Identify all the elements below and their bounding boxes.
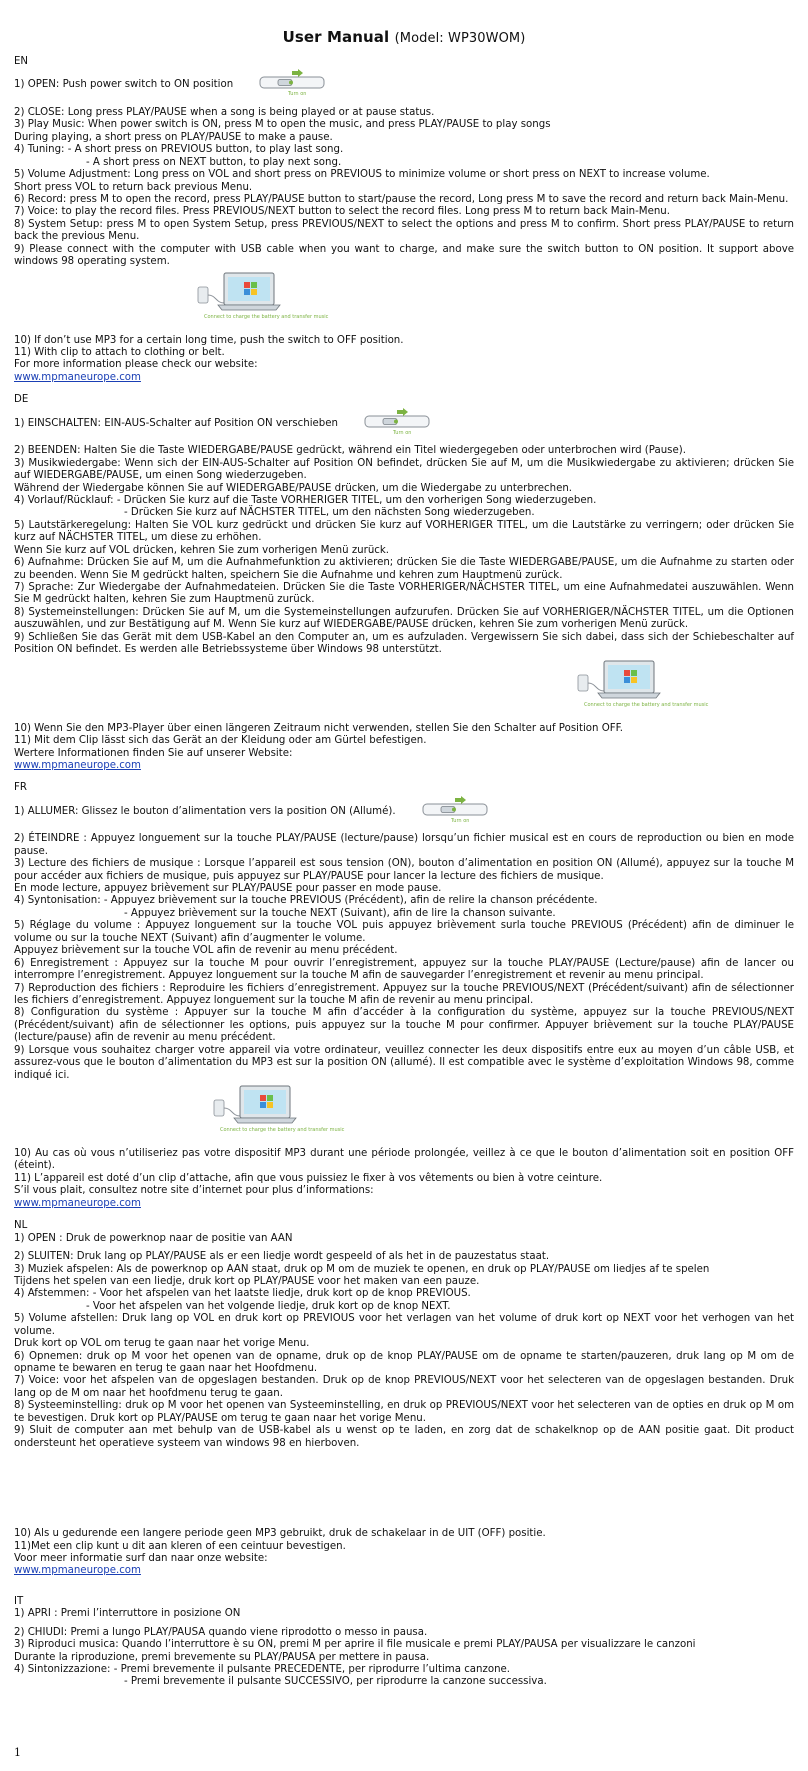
- step-4b-text: - Voor het afspelen van het volgende liedje, druk kort op de knop NEXT.: [86, 1300, 451, 1312]
- step-8-text: 8) Configuration du système : Appuyer sur la touche M afin d’accéder à la configuration du système, appuyez sur la touche PREVIOUS/NEXT (Précédent/suivant) afin de sélectionner les options, puis appuyez sur la touche M pour confirmer. Appuyer brièvement sur la touche PLAY/PAUSE (lecture/pause) afin de revenir au menu précédent.: [14, 1007, 794, 1044]
- step-3b-text: En mode lecture, appuyez brièvement sur PLAY/PAUSE pour passer en mode pause.: [14, 883, 442, 894]
- step-6-text: 6) Aufnahme: Drücken Sie auf M, um die Aufnahmefunktion zu aktivieren; drücken Sie die Taste WIEDERGABE/PAUSE, um die Aufnahme zu starten oder zu beenden. Wenn Sie M gedrückt halten, speichern Sie die Aufnahme und kehren zum Hauptmenü zurück.: [14, 557, 794, 581]
- svg-text:Turn on: Turn on: [393, 429, 412, 436]
- step-10-text: 10) If don’t use MP3 for a certain long time, push the switch to OFF position.: [14, 334, 404, 346]
- step-3-text: 3) Riproduci musica: Quando l’interruttore è su ON, premi M per aprire il file musicale e premi PLAY/PAUSA per visualizzare le canzoni: [14, 1639, 696, 1651]
- step-11-text: 11) With clip to attach to clothing or belt.: [14, 347, 225, 358]
- svg-text:Connect to charge the battery: Connect to charge the battery and transfer music: [584, 701, 709, 708]
- step-10-text: 10) Als u gedurende een langere periode geen MP3 gebruikt, druk de schakelaar in de UIT (OFF) positie.: [14, 1528, 546, 1540]
- website-link[interactable]: www.mpmaneurope.com: [14, 759, 141, 771]
- step-4-text: 4) Syntonisation: - Appuyez brièvement sur la touche PREVIOUS (Précédent), afin de relire la chanson précédente.: [14, 895, 598, 907]
- step-6-text: 6) Opnemen: druk op M voor het openen van de opname, druk op de knop PLAY/PAUSE om de opname te starten/pauzeren, druk lang op M om de opname te bewaren en terug te gaan naar het Hoofdmenu.: [14, 1350, 794, 1374]
- section-nl: [14, 1220, 794, 1578]
- lang-code: NL: [14, 1220, 28, 1232]
- step-5-text: 5) Réglage du volume : Appuyez longuement sur la touche VOL puis appuyez brièvement surla touche PREVIOUS (Précédent) afin de diminuer le volume ou sur la touche NEXT (Suivant) afin d’augmenter le volume.: [14, 920, 794, 944]
- step-6-text: 6) Enregistrement : Appuyez sur la touche M pour ouvrir l’enregistrement, appuyez sur la touche PLAY/PAUSE (Lecture/pause) afin de lancer ou interrompre l’enregistrement. Appuyez longuement sur la touche M afin de sauvegarder l’enregistrement et revenir au menu principal.: [14, 957, 794, 982]
- lang-code: IT: [14, 1595, 24, 1607]
- svg-text:Connect to charge the battery: Connect to charge the battery and transfer music: [204, 313, 329, 320]
- step-7-text: 7) Reproduction des fichiers : Reproduire les fichiers d’enregistrement. Appuyez sur la touche PREVIOUS/NEXT (Précédent/suivant) afin de sélectionner les fichiers d’enregistrement. Appuyez longuement sur la touche M afin de revenir au menu principal.: [14, 982, 794, 1006]
- step-1-line: [14, 407, 794, 439]
- power-switch-figure: [363, 407, 433, 439]
- step-4-text: 4) Afstemmen: - Voor het afspelen van het laatste liedje, druk kort op de knop PREVIOUS.: [14, 1288, 471, 1300]
- svg-text:Connect to charge the battery: Connect to charge the battery and transfer music: [220, 1127, 345, 1133]
- power-switch-icon: [363, 407, 433, 435]
- power-switch-figure: [421, 795, 491, 827]
- step-6-text: 6) Record: press M to open the record, press PLAY/PAUSE button to start/pause the record, Long press M to save the record and return back Main-Menu.: [14, 193, 789, 205]
- step-2-text: 2) SLUITEN: Druk lang op PLAY/PAUSE als er een liedje wordt gespeeld of als het in de pauzestatus staat.: [14, 1251, 550, 1263]
- laptop-usb-icon: [574, 657, 709, 715]
- step-3-text: 3) Play Music: When power switch is ON, press M to open the music, and press PLAY/PAUSE to play songs: [14, 119, 551, 131]
- page-number: 1: [14, 1745, 21, 1759]
- step-3-text: 3) Musikwiedergabe: Wenn sich der EIN-AUS-Schalter auf Position ON befindet, drücken Sie auf M, um die Musikwiedergabe zu aktivieren; drücken Sie auf WIEDERGABE/PAUSE, um einen Song wiederzugeben.: [14, 457, 794, 482]
- section-en: [14, 56, 794, 384]
- step-5-text: 5) Volume Adjustment: Long press on VOL and short press on PREVIOUS to minimize volume or short press on NEXT to increase volume.: [14, 169, 710, 181]
- step-1-text: 1) EINSCHALTEN: EIN-AUS-Schalter auf Position ON verschieben: [14, 417, 339, 429]
- model-text: (Model: WP30WOM): [394, 31, 526, 46]
- step-4-text: 4) Tuning: - A short press on PREVIOUS button, to play last song.: [14, 144, 344, 156]
- step-3b-text: Durante la riproduzione, premi brevemente su PLAY/PAUSA per mettere in pausa.: [14, 1651, 430, 1663]
- step-7-text: 7) Sprache: Zur Wiedergabe der Aufnahmedateien. Drücken Sie die Taste VORHERIGER/NÄCHSTER TITEL, um eine Aufnahmedatei auszuwählen. Wenn Sie M gedrückt halten, kehren Sie zum Hauptmenü zurück.: [14, 582, 794, 606]
- step-9-text: 9) Schließen Sie das Gerät mit dem USB-Kabel an den Computer an, um es aufzuladen. Vergewissern Sie sich dabei, dass sich der Schiebeschalter auf Position ON befindet. Es werden alle Betriebssysteme über Windows 98 unterstützt.: [14, 631, 794, 656]
- page-title: [0, 28, 808, 47]
- svg-text:Turn on: Turn on: [288, 91, 307, 98]
- lang-code: FR: [14, 782, 27, 794]
- step-5b-text: Short press VOL to return back previous Menu.: [14, 181, 253, 193]
- step-10-text: 10) Au cas où vous n’utiliseriez pas votre dispositif MP3 durant une période prolongée, veillez à ce que le bouton d’alimentation soit en position OFF (éteint).: [14, 1148, 794, 1172]
- step-5b-text: Appuyez brièvement sur la touche VOL afin de revenir au menu précédent.: [14, 945, 398, 957]
- step-5-text: 5) Volume afstellen: Druk lang op VOL en druk kort op PREVIOUS voor het verlagen van het volume of druk kort op NEXT voor het verhogen van het volume.: [14, 1313, 794, 1337]
- step-8-text: 8) Systeeminstelling: druk op M voor het openen van Systeeminstelling, en druk op PREVIOUS/NEXT voor het selecteren van de opties en druk op M om te bevestigen. Druk kort op PLAY/PAUSE om terug te gaan naar het vorige Menu.: [14, 1400, 794, 1424]
- step-9-text: 9) Please connect with the computer with USB cable when you want to charge, and make sure the switch button to ON position. It support above windows 98 operating system.: [14, 243, 794, 268]
- step-8-text: 8) System Setup: press M to open System Setup, press PREVIOUS/NEXT to select the options and press M to confirm. Short press PLAY/PAUSE to return back the previous Menu.: [14, 218, 794, 243]
- step-9-text: 9) Lorsque vous souhaitez charger votre appareil via votre ordinateur, veuillez connecter les deux dispositifs entre eux au moyen d’un câble USB, et assurez-vous que le bouton d’alimentation du MP3 est sur la position ON (allumé). Il est compatible avec le système d’exploitation Windows 98, comme indiqué ici.: [14, 1044, 794, 1081]
- step-4-text: 4) Vorlauf/Rücklauf: - Drücken Sie kurz auf die Taste VORHERIGER TITEL, um den vorherigen Song wiederzugeben.: [14, 494, 597, 506]
- svg-text:Turn on: Turn on: [450, 817, 470, 824]
- step-1-line: [14, 68, 794, 100]
- more-info-text: S’il vous plait, consultez notre site d’internet pour plus d’informations:: [14, 1185, 374, 1197]
- more-info-text: For more information please check our website:: [14, 359, 258, 371]
- more-info-text: Voor meer informatie surf dan naar onze website:: [14, 1552, 268, 1564]
- usb-charge-figure: [574, 657, 794, 717]
- laptop-usb-icon: [194, 269, 329, 327]
- step-4b-text: - Appuyez brièvement sur la touche NEXT (Suivant), afin de lire la chanson suivante.: [124, 907, 556, 919]
- power-switch-figure: [258, 68, 328, 100]
- step-11-text: 11)Met een clip kunt u dit aan kleren of een ceintuur bevestigen.: [14, 1540, 346, 1552]
- step-3-text: 3) Muziek afspelen: Als de powerknop op AAN staat, druk op M om de muziek te openen, en druk op PLAY/PAUSE om liedjes af te spelen: [14, 1263, 710, 1275]
- usb-charge-figure: [194, 269, 794, 329]
- step-1-text: 1) OPEN: Push power switch to ON position: [14, 79, 234, 91]
- usb-charge-figure: [210, 1082, 794, 1142]
- step-11-text: 11) L’appareil est doté d’un clip d’attache, afin que vous puissiez le fixer à vos vêtements ou bien à votre ceinture.: [14, 1172, 603, 1184]
- step-7-text: 7) Voice: to play the record files. Press PREVIOUS/NEXT button to select the record files. Long press M to return back Main-Menu.: [14, 206, 670, 218]
- step-3-text: 3) Lecture des fichiers de musique : Lorsque l’appareil est sous tension (ON), bouton d’alimentation en position ON (Allumé), appuyez sur la touche M pour accéder aux fichiers de musique, puis appuyez sur PLAY/PAUSE pour lancer la lecture des fichiers de musique.: [14, 858, 794, 882]
- website-link[interactable]: www.mpmaneurope.com: [14, 1197, 141, 1209]
- step-4b-text: - Premi brevemente il pulsante SUCCESSIVO, per riprodurre la canzone successiva.: [124, 1676, 547, 1688]
- blank-space: [14, 1450, 794, 1528]
- step-2-text: 2) ÉTEINDRE : Appuyez longuement sur la touche PLAY/PAUSE (lecture/pause) lorsqu’un fichier musical est en cours de reproduction ou bien en mode pause.: [14, 833, 794, 857]
- step-5b-text: Wenn Sie kurz auf VOL drücken, kehren Sie zum vorherigen Menü zurück.: [14, 544, 390, 556]
- step-2-text: 2) BEENDEN: Halten Sie die Taste WIEDERGABE/PAUSE gedrückt, während ein Titel wiedergegeben oder unterbrochen wird (Pause).: [14, 445, 686, 457]
- lang-code: DE: [14, 394, 29, 406]
- step-4b-text: - Drücken Sie kurz auf NÄCHSTER TITEL, um den nächsten Song wiederzugeben.: [124, 507, 535, 519]
- website-link[interactable]: www.mpmaneurope.com: [14, 371, 141, 383]
- manual-content: [14, 56, 794, 1689]
- step-1-text: 1) APRI : Premi l’interruttore in posizione ON: [14, 1608, 241, 1620]
- more-info-text: Wertere Informationen finden Sie auf unserer Website:: [14, 747, 293, 759]
- step-4-text: 4) Sintonizzazione: - Premi brevemente il pulsante PRECEDENTE, per riprodurre l’ultima canzone.: [14, 1664, 511, 1675]
- step-2-text: 2) CHIUDI: Premi a lungo PLAY/PAUSA quando viene riprodotto o messo in pausa.: [14, 1626, 428, 1638]
- step-3b-text: During playing, a short press on PLAY/PAUSE to make a pause.: [14, 131, 333, 143]
- step-3b-text: Tijdens het spelen van een liedje, druk kort op PLAY/PAUSE voor het maken van een pauze.: [14, 1275, 480, 1287]
- lang-code: EN: [14, 56, 29, 67]
- step-2-text: 2) CLOSE: Long press PLAY/PAUSE when a song is being played or at pause status.: [14, 106, 435, 118]
- step-5b-text: Druk kort op VOL om terug te gaan naar het vorige Menu.: [14, 1338, 310, 1350]
- section-de: [14, 394, 794, 772]
- step-7-text: 7) Voice: voor het afspelen van de opgeslagen bestanden. Druk op de knop PREVIOUS/NEXT voor het selecteren van de opgeslagen bestanden. Druk lang op de M om naar het hoofdmenu terug te gaan.: [14, 1375, 794, 1399]
- step-11-text: 11) Mit dem Clip lässt sich das Gerät an der Kleidung oder am Gürtel befestigen.: [14, 735, 427, 747]
- step-9-text: 9) Sluit de computer aan met behulp van de USB-kabel als u wenst op te laden, en zorg dat de schakelknop op de AAN positie gaat. Dit product ondersteunt het operatieve systeem van windows 98 en hierboven.: [14, 1425, 794, 1449]
- power-switch-icon: [258, 68, 328, 96]
- title-text: User Manual: [282, 28, 390, 46]
- section-fr: [14, 782, 794, 1210]
- step-3b-text: Während der Wiedergabe können Sie auf WIEDERGABE/PAUSE drücken, um die Wiedergabe zu unterbrechen.: [14, 482, 573, 494]
- step-10-text: 10) Wenn Sie den MP3-Player über einen längeren Zeitraum nicht verwenden, stellen Sie den Schalter auf Position OFF.: [14, 722, 624, 734]
- laptop-usb-icon: [210, 1082, 345, 1140]
- step-1-line: [14, 795, 794, 827]
- step-1-text: 1) ALLUMER: Glissez le bouton d’alimentation vers la position ON (Allumé).: [14, 806, 396, 818]
- step-5-text: 5) Lautstärkeregelung: Halten Sie VOL kurz gedrückt und drücken Sie kurz auf VORHERIGER TITEL, um die Lautstärke zu verringern; oder drücken Sie kurz auf NÄCHSTER TITEL, um diese zu erhöhen.: [14, 519, 794, 544]
- step-4b-text: - A short press on NEXT button, to play next song.: [86, 156, 342, 168]
- step-1-text: 1) OPEN : Druk de powerknop naar de positie van AAN: [14, 1232, 293, 1244]
- step-8-text: 8) Systemeinstellungen: Drücken Sie auf M, um die Systemeinstellungen aufzurufen. Drücken Sie auf VORHERIGER/NÄCHSTER TITEL, um die Optionen auszuwählen, und zur Bestätigung auf M. Wenn Sie kurz auf WIEDERGABE/PAUSE drücken, kehren Sie zum vorherigen Menü zurück.: [14, 606, 794, 631]
- power-switch-icon: [421, 795, 491, 823]
- website-link[interactable]: www.mpmaneurope.com: [14, 1565, 141, 1577]
- section-it: [14, 1596, 794, 1689]
